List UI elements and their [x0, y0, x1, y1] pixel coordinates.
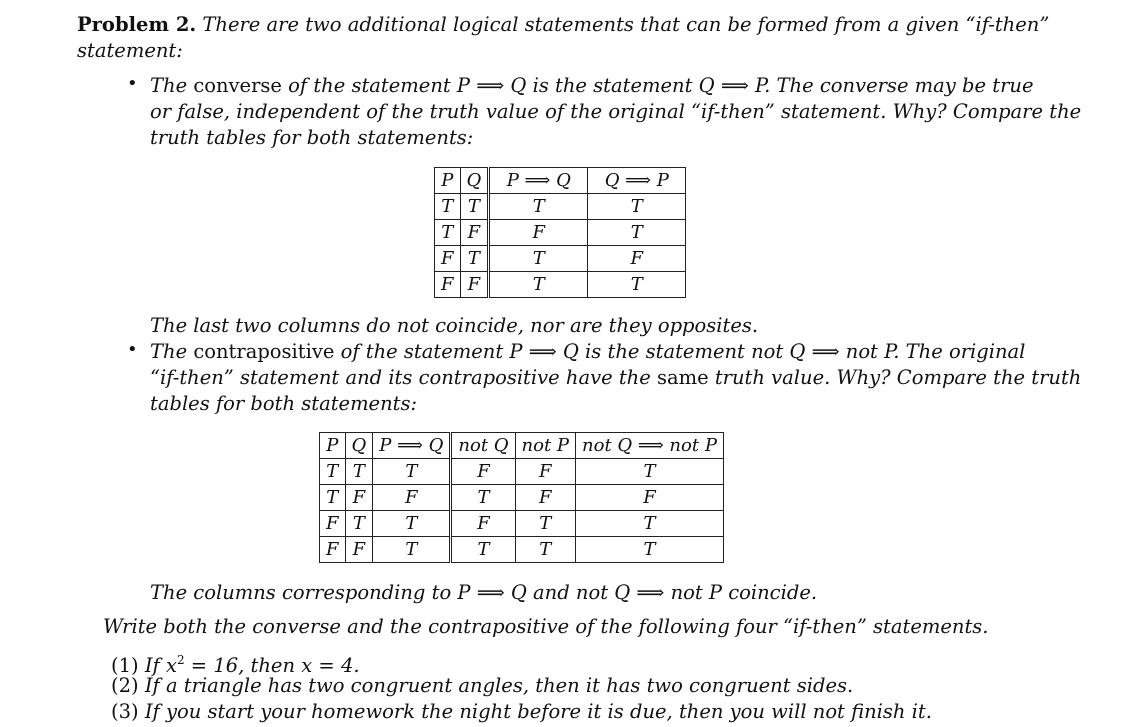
table-cell: T: [435, 194, 461, 220]
item-number: (2): [111, 674, 139, 697]
table-cell: T: [489, 246, 588, 272]
table-cell: T: [451, 485, 515, 511]
table-cell: T: [320, 485, 346, 511]
list-item: [111, 699, 932, 725]
same-term: same: [656, 366, 709, 389]
bullet-converse: •: [127, 73, 138, 94]
table-cell: F: [460, 220, 489, 246]
table-cell: T: [460, 194, 489, 220]
table-row: [320, 511, 724, 537]
table-cell: T: [435, 220, 461, 246]
contrapositive-note: The columns corresponding to P ⟹ Q and not Q ⟹ not P coincide.: [150, 581, 818, 604]
table-cell: F: [435, 272, 461, 298]
item-number: (1): [111, 654, 139, 677]
problem-intro-line2: statement:: [77, 39, 183, 62]
problem-heading: [77, 12, 1049, 38]
table-header-cell: not Q ⟹ not P: [576, 433, 724, 459]
item-text-b: = 16, then x = 4.: [184, 654, 360, 677]
table-header-cell: P: [435, 168, 461, 194]
table-cell: T: [576, 459, 724, 485]
table-header-cell: not Q: [451, 433, 515, 459]
item-text: If you start your homework the night before it is due, then you will not finish it.: [144, 700, 932, 723]
converse-line2: or false, independent of the truth value of the original “if-then” statement. Why? Compare the: [150, 100, 1082, 123]
table-cell: F: [451, 511, 515, 537]
converse-truth-table: [434, 167, 686, 298]
table-row: [320, 459, 724, 485]
table-header-cell: P: [320, 433, 346, 459]
contrapositive-line2-b: truth value. Why? Compare the truth: [708, 366, 1082, 389]
contrapositive-line3: tables for both statements:: [150, 392, 418, 415]
converse-term: converse: [193, 74, 282, 97]
problem-intro-text: There are two additional logical statements that can be formed from a given “if-then”: [202, 13, 1050, 36]
table-cell: T: [576, 511, 724, 537]
table-cell: F: [320, 511, 346, 537]
table-cell: T: [588, 272, 686, 298]
table-cell: T: [345, 511, 373, 537]
table-cell: F: [451, 459, 515, 485]
table-cell: F: [345, 537, 373, 563]
table-cell: T: [515, 537, 576, 563]
converse-note: The last two columns do not coincide, nor are they opposites.: [150, 314, 759, 337]
table-cell: T: [489, 194, 588, 220]
contrapositive-line1: [150, 339, 1025, 365]
table-cell: F: [588, 246, 686, 272]
table-cell: T: [489, 272, 588, 298]
table-cell: T: [373, 537, 451, 563]
table-cell: F: [515, 485, 576, 511]
table-cell: T: [373, 511, 451, 537]
table-cell: T: [451, 537, 515, 563]
table-row: [435, 220, 686, 246]
problem-label: Problem 2.: [77, 13, 197, 36]
contrapositive-line1-a: The: [150, 340, 194, 363]
table-row: [320, 537, 724, 563]
table-cell: F: [320, 537, 346, 563]
converse-line1-b: of the statement P ⟹ Q is the statement Q ⟹ P. The converse may be true: [281, 74, 1034, 97]
contrapositive-line2: [150, 365, 1081, 391]
converse-line3: truth tables for both statements:: [150, 126, 474, 149]
contrapositive-line2-a: “if-then” statement and its contrapositive have the: [150, 366, 657, 389]
list-item: [111, 673, 853, 699]
table-cell: T: [373, 459, 451, 485]
table-header-row: [435, 168, 686, 194]
contrapositive-term: contrapositive: [193, 340, 335, 363]
contrapositive-truth-table: [319, 432, 724, 563]
bullet-contrapositive: •: [127, 339, 138, 360]
table-cell: F: [515, 459, 576, 485]
table-cell: T: [515, 511, 576, 537]
item-text-a: If x: [144, 654, 177, 677]
table-header-cell: P ⟹ Q: [373, 433, 451, 459]
table-cell: T: [588, 194, 686, 220]
table-cell: F: [489, 220, 588, 246]
table-cell: F: [576, 485, 724, 511]
contrapositive-line1-b: of the statement P ⟹ Q is the statement not Q ⟹ not P. The original: [334, 340, 1026, 363]
table-header-cell: Q: [460, 168, 489, 194]
table-row: [435, 194, 686, 220]
table-header-cell: Q ⟹ P: [588, 168, 686, 194]
table-header-cell: P ⟹ Q: [489, 168, 588, 194]
table-cell: T: [320, 459, 346, 485]
converse-line1-a: The: [150, 74, 194, 97]
table-row: [435, 246, 686, 272]
table-cell: F: [460, 272, 489, 298]
table-header-row: [320, 433, 724, 459]
table-header-cell: Q: [345, 433, 373, 459]
table-row: [435, 272, 686, 298]
table-cell: F: [345, 485, 373, 511]
table-cell: T: [345, 459, 373, 485]
item-text: If a triangle has two congruent angles, then it has two congruent sides.: [144, 674, 854, 697]
table-cell: T: [460, 246, 489, 272]
table-cell: F: [435, 246, 461, 272]
table-cell: F: [373, 485, 451, 511]
table-cell: T: [576, 537, 724, 563]
table-row: [320, 485, 724, 511]
converse-line1: [150, 73, 1034, 99]
item-superscript: 2: [176, 653, 185, 667]
table-cell: T: [588, 220, 686, 246]
table-header-cell: not P: [515, 433, 576, 459]
task-instruction: Write both the converse and the contrapositive of the following four “if-then” statements.: [103, 615, 989, 638]
item-number: (3): [111, 700, 139, 723]
